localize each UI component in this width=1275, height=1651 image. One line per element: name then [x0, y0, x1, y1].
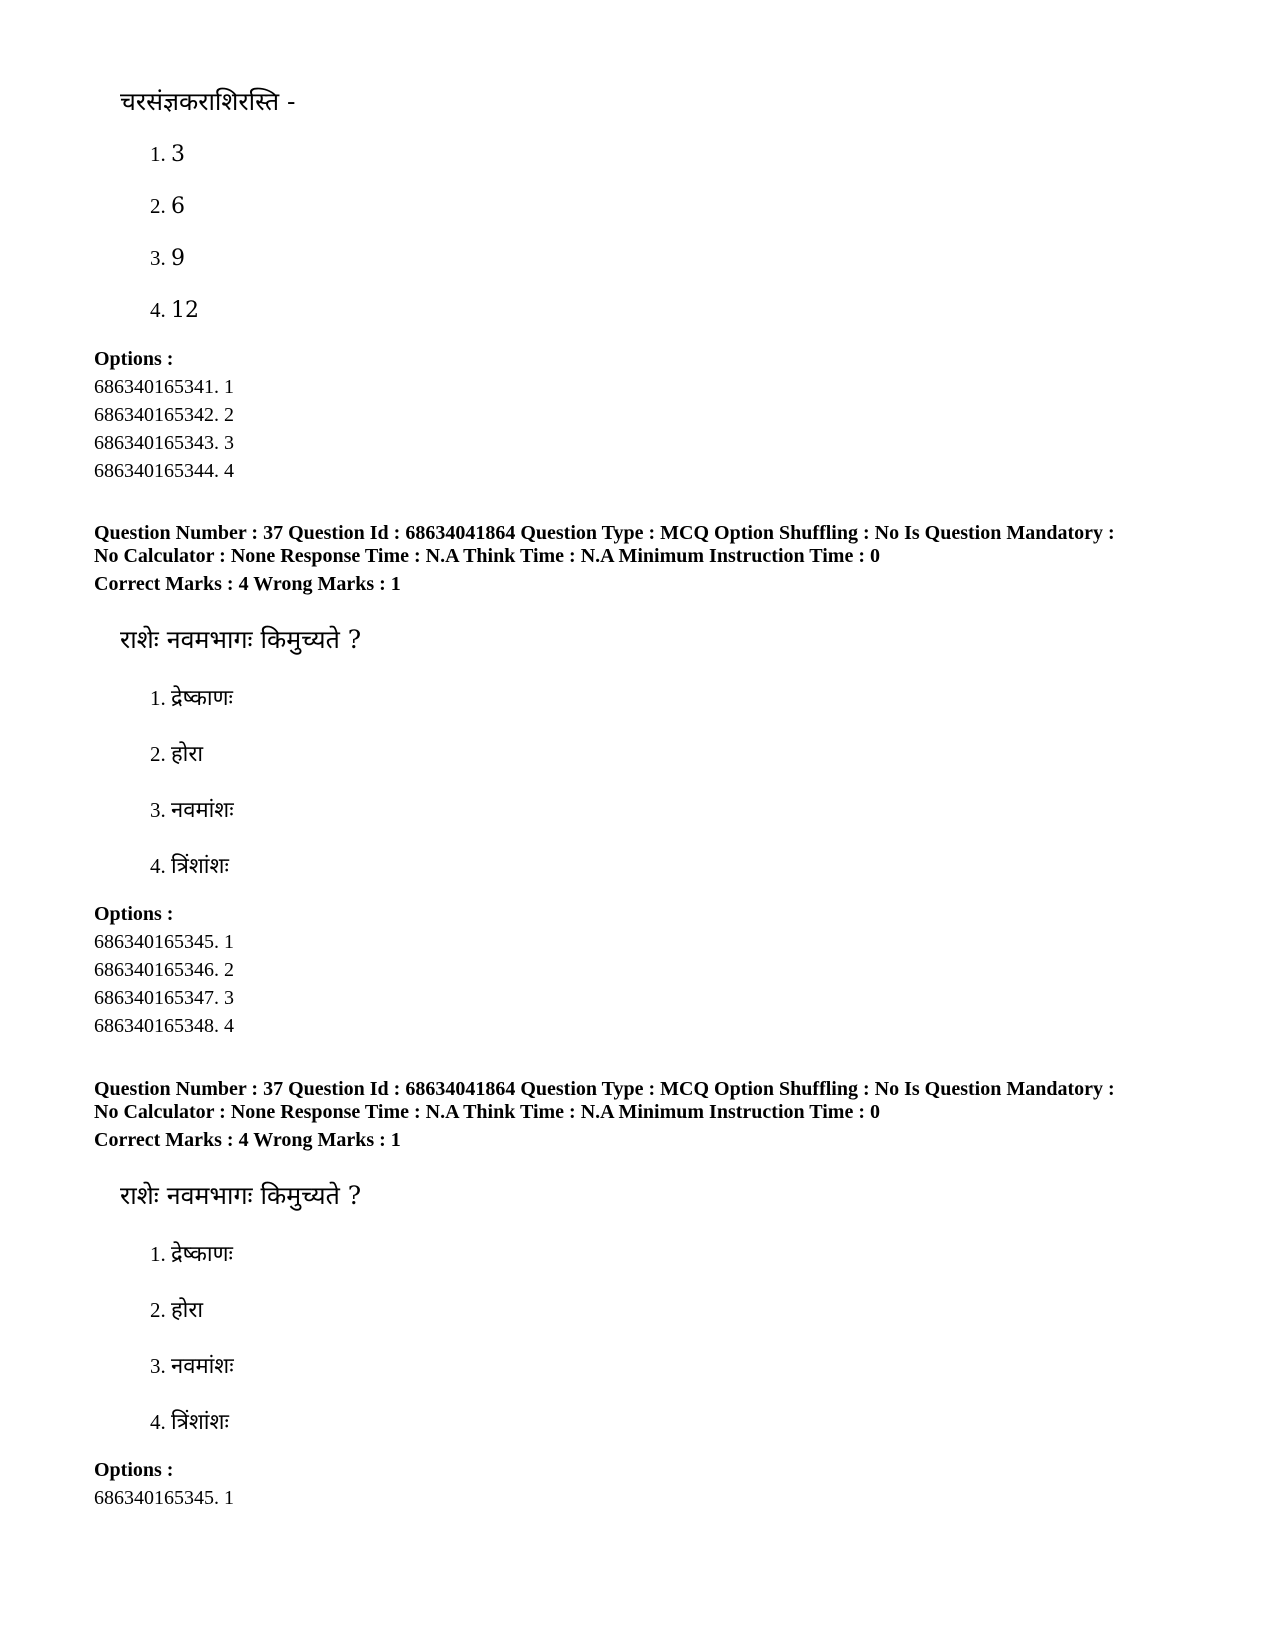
choice-2 — [150, 194, 185, 219]
option-id-line: 686340165341. 1 — [94, 376, 234, 398]
choice-number: 4. — [150, 298, 166, 322]
choice-4 — [150, 850, 229, 880]
option-id-line: 686340165346. 2 — [94, 959, 234, 981]
choice-number: 4. — [150, 1410, 166, 1434]
choice-number: 3. — [150, 246, 166, 270]
choice-3 — [150, 1350, 234, 1380]
option-id-line: 686340165348. 4 — [94, 1015, 234, 1037]
options-label: Options : — [94, 903, 174, 925]
question-meta-line: No Calculator : None Response Time : N.A Think Time : N.A Minimum Instruction Time : 0 — [94, 545, 880, 567]
choice-number: 3. — [150, 1354, 166, 1378]
options-label: Options : — [94, 1459, 174, 1481]
choice-number: 2. — [150, 1298, 166, 1322]
question-meta-line: Question Number : 37 Question Id : 68634041864 Question Type : MCQ Option Shuffling : No Is Question Mandatory : — [94, 1078, 1115, 1100]
choice-text: 3 — [171, 142, 185, 167]
choice-number: 2. — [150, 194, 166, 218]
choice-4 — [150, 1406, 229, 1436]
option-id-line: 686340165345. 1 — [94, 1487, 234, 1509]
choice-text: द्रेष्काणः — [171, 1242, 233, 1267]
choice-text: 9 — [171, 246, 185, 271]
choice-3 — [150, 246, 185, 271]
question-meta-line: No Calculator : None Response Time : N.A Think Time : N.A Minimum Instruction Time : 0 — [94, 1101, 880, 1123]
question-stem: राशेः नवमभागः किमुच्यते ? — [120, 1181, 362, 1210]
option-id-line: 686340165347. 3 — [94, 987, 234, 1009]
option-id-line: 686340165344. 4 — [94, 460, 234, 482]
choice-number: 3. — [150, 798, 166, 822]
choice-text: 6 — [171, 194, 185, 219]
choice-1 — [150, 142, 185, 167]
question-meta-line: Question Number : 37 Question Id : 68634041864 Question Type : MCQ Option Shuffling : No Is Question Mandatory : — [94, 522, 1115, 544]
options-label: Options : — [94, 348, 174, 370]
choice-2 — [150, 738, 203, 768]
choice-text: द्रेष्काणः — [171, 686, 233, 711]
choice-text: त्रिंशांशः — [171, 1410, 229, 1435]
choice-text: त्रिंशांशः — [171, 854, 229, 879]
choice-text: 12 — [171, 298, 199, 323]
choice-number: 1. — [150, 686, 166, 710]
choice-text: होरा — [171, 742, 204, 767]
choice-4 — [150, 298, 199, 323]
choice-text: नवमांशः — [171, 798, 234, 823]
choice-number: 1. — [150, 142, 166, 166]
question-stem: चरसंज्ञकराशिरस्ति - — [120, 87, 296, 116]
option-id-line: 686340165342. 2 — [94, 404, 234, 426]
choice-number: 4. — [150, 854, 166, 878]
choice-2 — [150, 1294, 203, 1324]
choice-number: 1. — [150, 1242, 166, 1266]
option-id-line: 686340165343. 3 — [94, 432, 234, 454]
choice-text: नवमांशः — [171, 1354, 234, 1379]
choice-3 — [150, 794, 234, 824]
choice-1 — [150, 1238, 233, 1268]
question-marks-line: Correct Marks : 4 Wrong Marks : 1 — [94, 573, 401, 595]
choice-1 — [150, 682, 233, 712]
choice-text: होरा — [171, 1298, 204, 1323]
question-stem: राशेः नवमभागः किमुच्यते ? — [120, 625, 362, 654]
choice-number: 2. — [150, 742, 166, 766]
question-marks-line: Correct Marks : 4 Wrong Marks : 1 — [94, 1129, 401, 1151]
option-id-line: 686340165345. 1 — [94, 931, 234, 953]
